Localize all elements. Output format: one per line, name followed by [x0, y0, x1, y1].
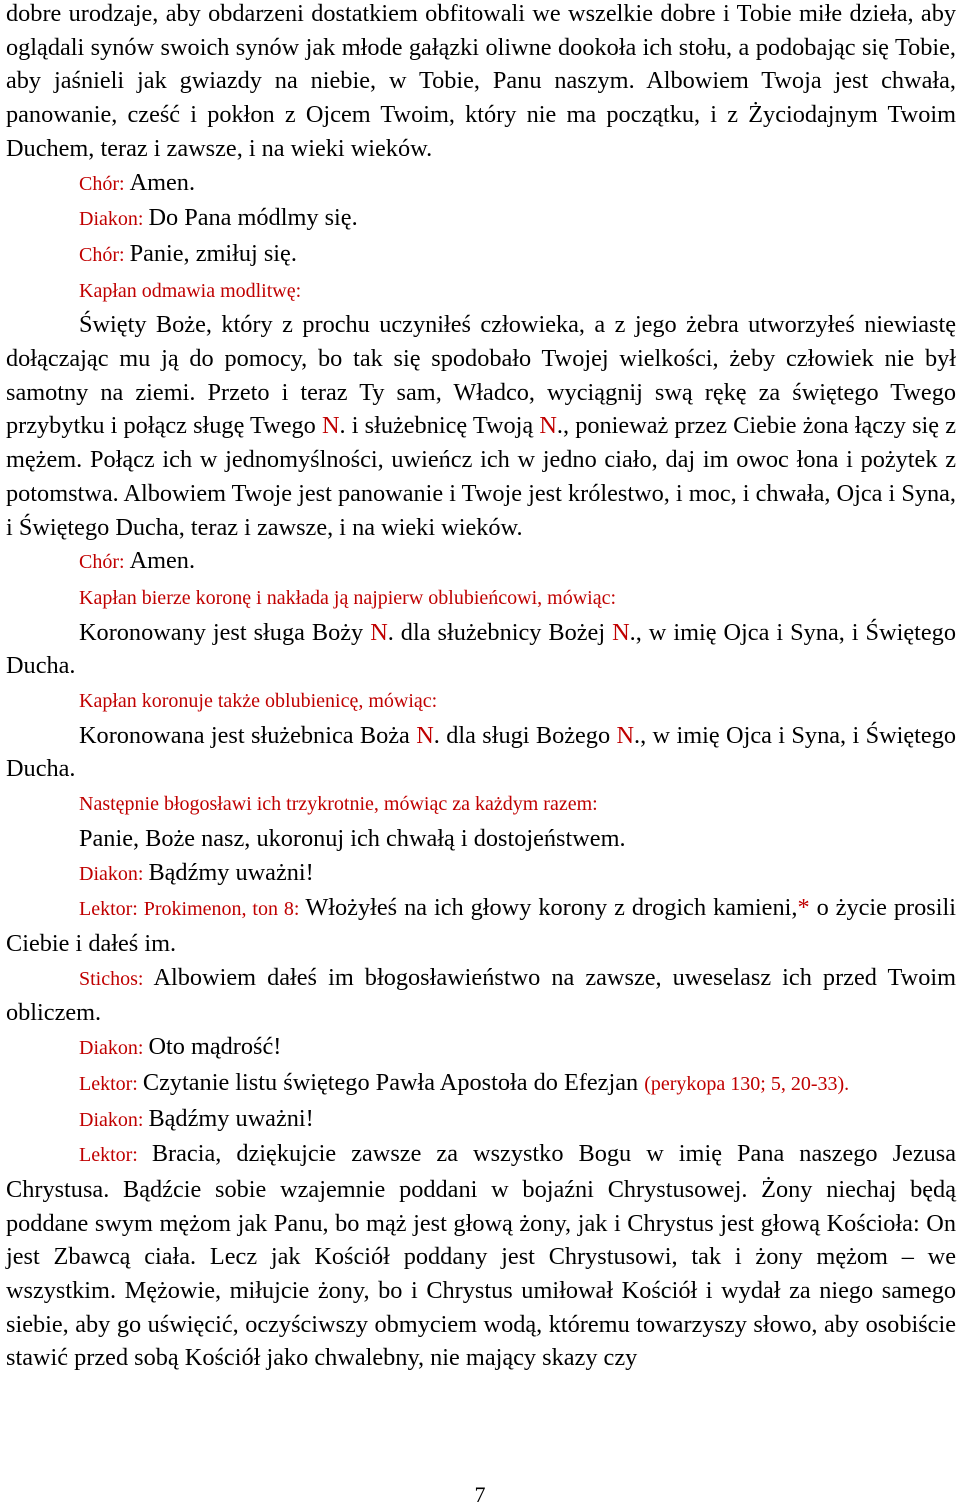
rubric-text: Chór:	[79, 551, 130, 574]
rubric-text: Kapłan koronuje także oblubienicę, mówiąc:	[79, 690, 438, 713]
name-placeholder: N	[539, 412, 557, 440]
name-placeholder: N	[321, 412, 340, 440]
text-line	[6, 273, 956, 309]
text-paragraph	[6, 891, 956, 960]
document-page	[6, 0, 956, 1375]
text-line	[6, 166, 956, 202]
rubric-text: Diakon:	[79, 1108, 149, 1131]
paragraph-text	[79, 583, 616, 610]
rubric-text: Lektor:	[79, 1072, 143, 1095]
name-placeholder: N	[616, 721, 635, 749]
paragraph-text	[6, 1137, 956, 1375]
paragraph-text	[79, 789, 598, 816]
text-line	[6, 201, 956, 237]
liturgical-text: Bracia, dziękujcie zawsze za wszystko Bogu w imię Pana naszego Jezusa Chrystusa. Bądźcie sobie wzajemnie poddani w bojaźni Chrystusowej. Żony niechaj będą poddane swym mężom jak Panu, bo mąż jest głową żony, jak i Chrystus jest głową Kościoła: On jest Zbawcą ciała. Lecz jak Kościół poddany jest Chrystusowi, tak i żony mężom – we wszystkim. Mężowie, miłujcie żony, bo i Chrystus umiłował Kościół i wydał za niego samego siebie, aby go uświęcić, oczyściwszy obmyciem wodą, któremu towarzyszy słowo, aby osobiście stawić przed sobą Kościół jako chwalebny, nie mający skazy czy	[6, 1140, 956, 1372]
liturgical-text: Włożyłeś na ich głowy korony z drogich kamieni,	[305, 894, 798, 922]
liturgical-text: . i służebnicę Twoją	[339, 412, 540, 440]
name-placeholder: N	[370, 618, 388, 646]
paragraph-text	[6, 308, 956, 544]
text-paragraph	[6, 961, 956, 1030]
text-paragraph	[6, 719, 956, 786]
rubric-text: Kapłan odmawia modlitwę:	[79, 279, 302, 302]
paragraph-text	[79, 169, 195, 196]
rubric-text: Diakon:	[79, 208, 149, 231]
liturgical-text: Czytanie listu świętego Pawła Apostoła do Efezjan	[142, 1068, 645, 1096]
paragraph-text	[79, 547, 195, 574]
text-line	[6, 683, 956, 719]
liturgical-text: ., ponieważ przez Ciebie żona łączy się z mężem. Połącz ich w jednomyślności, uwieńcz ich w jedno ciało, daj im owoc łona i pożytek z potomstwa. Albowiem Twoje jest panowanie i Twoje jest królestwo, i moc, i chwała, Ojca i Syna, i Świętego Ducha, teraz i zawsze, i na wieki wieków.	[6, 412, 956, 541]
liturgical-text: o życie prosili Ciebie i dałeś im.	[6, 894, 956, 957]
paragraph-text	[79, 1105, 314, 1132]
text-paragraph	[6, 1066, 956, 1102]
paragraph-text	[79, 204, 358, 231]
text-line	[6, 1030, 956, 1066]
liturgical-text: Oto mądrość!	[148, 1033, 282, 1061]
name-placeholder: N	[416, 721, 434, 749]
liturgical-text: Panie, zmiłuj się.	[129, 239, 297, 267]
paragraph-text	[79, 1033, 281, 1060]
text-line	[6, 237, 956, 273]
page-number: 7	[474, 1482, 486, 1507]
liturgical-text: . dla służebnicy Bożej	[387, 618, 613, 646]
text-paragraph	[6, 308, 956, 544]
paragraph-text	[6, 0, 956, 162]
liturgical-text: Koronowana jest służebnica Boża	[79, 721, 417, 749]
rubric-text: Lektor: Prokimenon, ton 8:	[79, 898, 306, 921]
rubric-text: Kapłan bierze koronę i nakłada ją najpierw oblubieńcowi, mówiąc:	[79, 586, 617, 609]
liturgical-text: Bądźmy uważni!	[148, 1104, 314, 1132]
paragraph-text	[79, 276, 301, 303]
liturgical-text: dobre urodzaje, aby obdarzeni dostatkiem obfitowali we wszelkie dobre i Tobie miłe dzieła, aby oglądali synów swoich synów jak młode gałązki oliwne dookoła ich stołu, a podobając się Tobie, aby jaśnieli jak gwiazdy na niebie, w Tobie, Panu naszym. Albowiem Twoja jest chwała, panowanie, cześć i pokłon z Ojcem Twoim, który nie ma początku, i z Życiodajnym Twoim Duchem, teraz i zawsze, i na wieki wieków.	[6, 0, 956, 162]
rubric-text: Stichos:	[79, 967, 154, 990]
text-line	[6, 544, 956, 580]
text-line	[6, 580, 956, 616]
paragraph-text	[6, 616, 956, 683]
liturgical-text: . dla sługi Bożego	[433, 721, 617, 749]
paragraph-text	[79, 825, 626, 852]
liturgical-text: ., w imię Ojca i Syna, i Świętego Ducha.	[6, 721, 956, 783]
text-line	[6, 856, 956, 892]
paragraph-text	[79, 686, 437, 713]
text-paragraph	[6, 1137, 956, 1375]
paragraph-text	[6, 719, 956, 786]
liturgical-text: Bądźmy uważni!	[148, 858, 314, 886]
liturgical-text: Koronowany jest sługa Boży	[79, 618, 371, 646]
text-paragraph	[6, 0, 956, 166]
rubric-text: Chór:	[79, 172, 130, 195]
text-line	[6, 1102, 956, 1138]
liturgical-text: ., w imię Ojca i Syna, i Świętego Ducha.	[6, 618, 956, 680]
liturgical-text: Panie, Boże nasz, ukoronuj ich chwałą i dostojeństwem.	[79, 824, 626, 852]
rubric-text: (perykopa 130; 5, 20-33).	[644, 1072, 850, 1095]
text-line	[6, 822, 956, 856]
liturgical-text: Albowiem dałeś im błogosławieństwo na zawsze, uweselasz ich przed Twoim obliczem.	[6, 963, 957, 1027]
paragraph-text	[6, 891, 956, 960]
rubric-text: Chór:	[79, 243, 130, 266]
paragraph-text	[79, 859, 314, 886]
rubric-text: Diakon:	[79, 1037, 149, 1060]
paragraph-text	[6, 1066, 956, 1102]
liturgical-text: Amen.	[129, 547, 196, 575]
liturgical-text: Amen.	[129, 168, 196, 196]
name-placeholder: N	[612, 618, 630, 646]
rubric-text: Diakon:	[79, 862, 149, 885]
liturgical-text: Święty Boże, który z prochu uczyniłeś człowieka, a z jego żebra utworzyłeś niewiastę dołączając mu ją do pomocy, bo tak się spodobało Twojej wielkości, żeby człowiek nie był samotny na ziemi. Przeto i teraz Ty sam, Władco, wyciągnij swą rękę za świętego Twego przybytku i połącz sługę Twego	[6, 311, 956, 440]
paragraph-text	[6, 961, 956, 1030]
rubric-text: Następnie błogosławi ich trzykrotnie, mówiąc za każdym razem:	[79, 793, 598, 816]
paragraph-text	[79, 240, 297, 267]
name-placeholder: *	[797, 894, 810, 922]
text-paragraph	[6, 616, 956, 683]
text-line	[6, 786, 956, 822]
liturgical-text: Do Pana módlmy się.	[148, 204, 358, 232]
rubric-text: Lektor:	[79, 1144, 152, 1167]
